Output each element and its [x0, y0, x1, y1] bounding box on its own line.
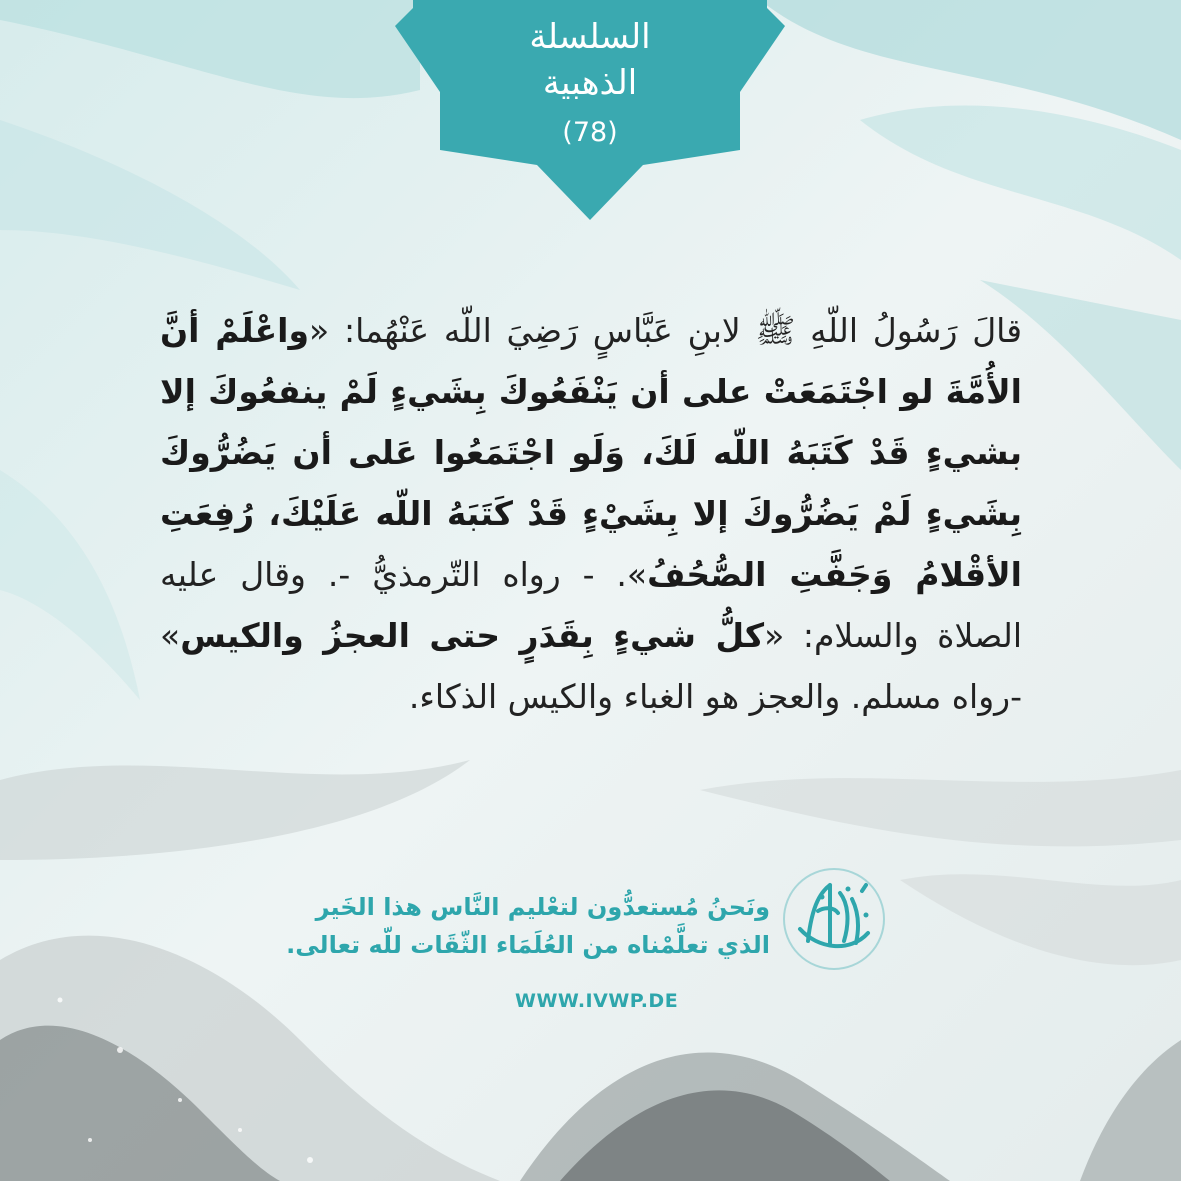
series-badge — [395, 0, 785, 220]
badge-number: (78) — [562, 117, 618, 148]
hadith-intro: قالَ رَسُولُ اللّهِ ﷺ لابنِ عَبَّاسٍ رَضِيَ اللّه عَنْهُما: « — [309, 311, 1023, 350]
hadith-text — [160, 300, 1022, 727]
hadith-quote-2: كلُّ شيءٍ بِقَدَرٍ حتى العجزُ والكيس — [180, 616, 765, 655]
website-link[interactable]: WWW.IVWP.DE — [515, 990, 679, 1012]
badge-title-line1: السلسلة — [529, 17, 651, 57]
hadith-source-2: » -رواه مسلم. والعجز هو الغباء والكيس الذكاء. — [160, 616, 1022, 716]
footer-line2: الذي تعلَّمْناه من العُلَمَاء الثّقَات للّه تعالى. — [286, 931, 770, 959]
hadith-paragraph — [160, 300, 1022, 727]
hadith-source-1: ». - رواه التّرمذيُّ -. وقال عليه الصلاة والسلام: « — [160, 555, 1022, 655]
footer-message — [200, 888, 770, 964]
footer-line1: ونَحنُ مُستعدُّون لتعْليم النَّاس هذا الخَير — [315, 893, 770, 921]
calligraphy-logo-icon — [778, 863, 890, 975]
badge-title-line2: الذهبية — [542, 63, 638, 103]
hadith-quote-1: واعْلَمْ أنَّ الأُمَّةَ لو اجْتَمَعَتْ على أن يَنْفَعُوكَ بِشَيءٍ لَمْ ينفعُوكَ إلا بشيءٍ قَدْ كَتَبَهُ اللّه لَكَ، وَلَو اجْتَمَعُوا عَلى أن يَضُرُّوكَ بِشَيءٍ لَمْ يَضُرُّوكَ إلا بِشَيْءٍ قَدْ كَتَبَهُ اللّه عَلَيْكَ، رُفِعَتِ الأقْلامُ وَجَفَّتِ الصُّحُفُ — [160, 311, 1022, 594]
